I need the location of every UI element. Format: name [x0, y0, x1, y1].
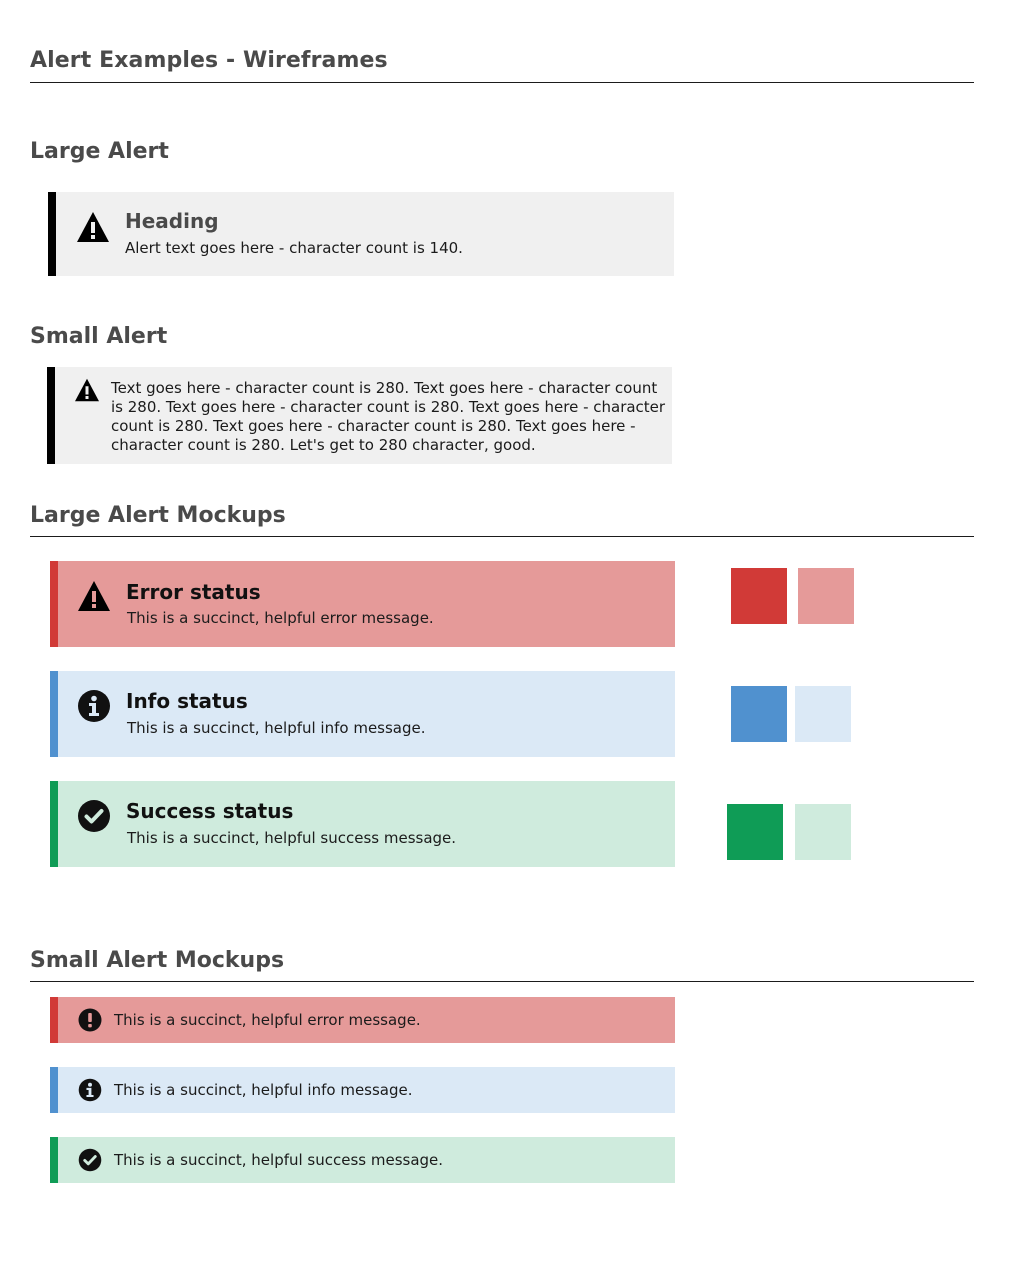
- wireframe-small-alert: [47, 367, 672, 464]
- alert-accent-bar: [50, 781, 58, 867]
- alert-accent-bar: [50, 561, 58, 647]
- warning-icon: [77, 580, 111, 612]
- alert-title: Success status: [126, 799, 294, 823]
- section-heading-small-mockups: Small Alert Mockups: [30, 948, 285, 973]
- info-alert-large: [50, 671, 675, 757]
- swatch-error-dark: [731, 568, 787, 624]
- alert-text: This is a succinct, helpful success message.: [114, 1151, 444, 1169]
- alert-accent-bar: [50, 1137, 58, 1183]
- alert-text: This is a succinct, helpful error message.: [127, 609, 434, 627]
- swatch-info-dark: [731, 686, 787, 742]
- alert-accent-bar: [48, 192, 56, 276]
- warning-icon: [74, 378, 100, 402]
- section-heading-small-alert: Small Alert: [30, 324, 168, 349]
- success-alert-small: [50, 1137, 675, 1183]
- alert-accent-bar: [50, 671, 58, 757]
- large-mockups-divider: [30, 536, 974, 537]
- alert-title: Info status: [126, 689, 248, 713]
- alert-text: Alert text goes here - character count is 140.: [125, 239, 463, 257]
- swatch-error-light: [798, 568, 854, 624]
- alert-text: This is a succinct, helpful error message.: [114, 1011, 421, 1029]
- section-heading-large-mockups: Large Alert Mockups: [30, 503, 286, 528]
- success-alert-large: [50, 781, 675, 867]
- wireframe-large-alert: [48, 192, 674, 276]
- error-alert-large: [50, 561, 675, 647]
- info-icon: [78, 1078, 102, 1102]
- alert-text: Text goes here - character count is 280. Text goes here - character count is 280. Text goes here - character count is 280. Text goes here - character count is 280. Text goes here - character count is 280. Text goes here - character count is 280. Let's get to 280 character, good.: [111, 379, 666, 454]
- alert-text: This is a succinct, helpful info message.: [114, 1081, 413, 1099]
- check-circle-icon: [77, 799, 111, 833]
- alert-heading: Heading: [125, 209, 219, 233]
- warning-icon: [76, 211, 110, 243]
- alert-accent-bar: [47, 367, 55, 464]
- alert-title: Error status: [126, 580, 261, 604]
- check-circle-icon: [78, 1148, 102, 1172]
- info-alert-small: [50, 1067, 675, 1113]
- info-icon: [77, 689, 111, 723]
- title-divider: [30, 82, 974, 83]
- swatch-success-dark: [727, 804, 783, 860]
- section-heading-large-alert: Large Alert: [30, 139, 169, 164]
- swatch-info-light: [795, 686, 851, 742]
- alert-accent-bar: [50, 997, 58, 1043]
- alert-text: This is a succinct, helpful success message.: [127, 829, 457, 847]
- alert-text: This is a succinct, helpful info message.: [127, 719, 426, 737]
- alert-accent-bar: [50, 1067, 58, 1113]
- small-mockups-divider: [30, 981, 974, 982]
- page-title: Alert Examples - Wireframes: [30, 48, 388, 73]
- error-alert-small: [50, 997, 675, 1043]
- error-circle-icon: [78, 1008, 102, 1032]
- swatch-success-light: [795, 804, 851, 860]
